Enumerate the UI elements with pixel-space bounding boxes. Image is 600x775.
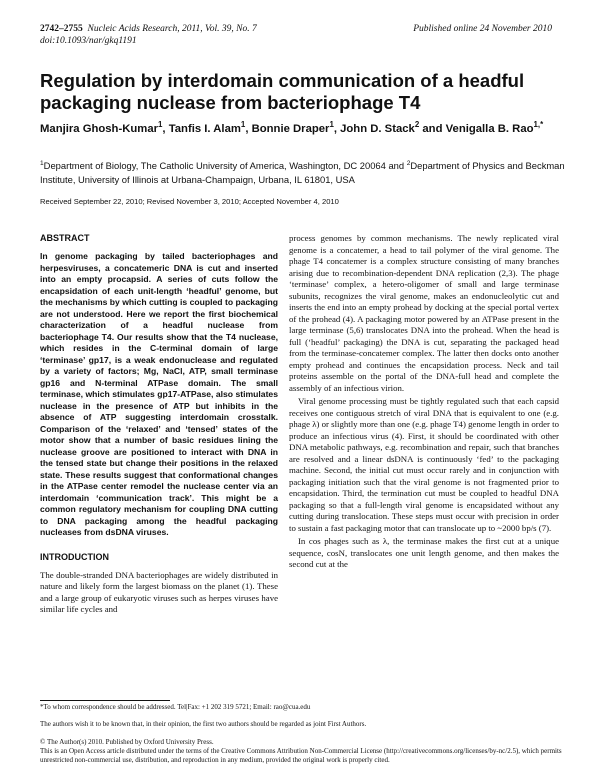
abstract-text: In genome packaging by tailed bacteriophages and herpesviruses, a concatemeric DNA is cut and inserted into an empty procapsid. A series of cuts follow the encapsidation of each unit-length ‘headful’ genome, but the mechanisms by which cutting is coupled to packaging are not understood. Here we report the first biochemical characterization of a headful nuclease from bacteriophage T4. Our results show that the T4 nuclease, which resides in the C-terminal domain of large ‘terminase’ gp17, is a weak endonuclease and regulated by a variety of factors; Mg, NaCl, ATP, small terminase gp16 and N-terminal ATPase domain. The small terminase, which stimulates gp17-ATPase, also stimulates nuclease in the presence of ATP but inhibits in the absence of ATP suggesting interdomain crosstalk. Comparison of the ‘relaxed’ and ‘tensed’ states of the motor show that a number of basic residues lining the nuclease groove are positioned to interact with DNA in the tensed state but change their positions in the relaxed state. These results suggest that conformational changes in the ATPase center remodel the nuclease center via an interdomain ‘communication track’. This might be a common regulatory mechanism for coupling DNA cutting to DNA packaging among the headful packaging nucleases from dsDNA viruses. (40, 251, 278, 537)
intro-paragraph-1-continued: process genomes by common mechanisms. The newly replicated viral genome is a concatemer, a head to tail polymer of the viral genome. The phage T4 concatemer is a complex structure consisting of many branches arising due to recombination-dependent DNA replication (2,3). The phage ‘terminase’ complex, a hetero-oligomer of small and large terminase subunits, recognizes the viral genome, makes an endonucleolytic cut and inserts the end into an empty prohead by docking at the special portal vertex of the prohead (4). A packaging motor powered by an ATPase present in the large terminase (5,6) translocates DNA into the prohead. When the head is full (‘headful’ packaging) the DNA is cut, separating the packaged head from the terminase-concatemer complex. The latter then docks onto another empty prohead and continues the encapsidation process. Neck and tail proteins assemble on the portal of the DNA-full head and complete the assembly of an infectious virion. (289, 233, 559, 393)
introduction-heading: INTRODUCTION (40, 551, 109, 562)
license-note: This is an Open Access article distributed under the terms of the Creative Commons Attribution Non-Commercial License (http://creativecommons.org/licenses/by-nc/2.5), which permits unrestricted non-commercial use, distribution, and reproduction in any medium, provided the original work is properly cited. (40, 746, 562, 765)
footnote-divider (40, 700, 170, 701)
author-affiliation-mark: 1 (240, 120, 246, 130)
author-name: Venigalla B. Rao (445, 123, 534, 135)
footnotes (40, 703, 580, 765)
article-title: Regulation by interdomain communication of a headful packaging nuclease from bacteriophage T4 (40, 70, 525, 113)
doi[interactable]: doi:10.1093/nar/gkq1191 (40, 35, 137, 46)
intro-paragraph-2: Viral genome processing must be tightly regulated such that each capsid receives one contiguous stretch of viral DNA that is equivalent to one (e.g. phage λ) or slightly more than one (e.g. phage T4) genome length in order to produce an infectious virus (4). First, it should be coordinated with other DNA metabolic pathways, e.g. recombination and repair, such that branches are resolved and a linear dsDNA is continuously ‘fed’ to the packaging machine. Second, the initial cut must occur rarely and in conjunction with packaging initiation such that the viral genome is not fragmented prior to encapsidation. Third, the termination cut must be coupled to headful DNA packaging so that a full-length viral genome is encapsidated without any cutting during translocation. These steps must occur with precision in order to sustain a fast packaging motor that can translocate up to ~2000 bp/s (7). (289, 396, 559, 533)
journal-citation: Nucleic Acids Research, 2011, Vol. 39, No. 7 (87, 24, 257, 34)
author-list: Manjira Ghosh-Kumar$^1$, Tanfis I. Alam$^1$, Bonnie Draper$^1$, John D. Stack$^2$ and Venigalla B. Rao$^{1,*}$ (40, 120, 544, 135)
correspondence-note: *To whom correspondence should be addressed. Tel|Fax: +1 202 319 5721; Email: rao@cua.edu (40, 703, 311, 711)
left-column (40, 233, 278, 616)
intro-paragraph-1-start: The double-stranded DNA bacteriophages are widely distributed in nature and likely form the largest biomass on the planet (1). These and a large group of eukaryotic viruses such as herpes viruses have similar life cycles and (40, 569, 278, 614)
page-range: 2742–2755 (40, 24, 83, 34)
copyright-note: © The Author(s) 2010. Published by Oxford University Press. (40, 737, 214, 746)
affiliation-mark: 1 (40, 159, 44, 167)
author-affiliation-mark: 1 (158, 120, 163, 130)
equal-contribution-note: The authors wish it to be known that, in their opinion, the first two authors should be regarded as joint First Authors. (40, 720, 367, 729)
author-affiliation-mark: 1,* (533, 120, 544, 130)
history-dates: Received September 22, 2010; Revised November 3, 2010; Accepted November 4, 2010 (40, 197, 339, 206)
publication-date: Published online 24 November 2010 (413, 24, 552, 34)
author-name: John D. Stack (340, 123, 415, 135)
author-name: Bonnie Draper (251, 123, 330, 135)
author-name: Manjira Ghosh-Kumar (40, 123, 159, 135)
affiliation-2: Department of Physics and Beckman Institute, University of Illinois at Urbana-Champaign, Urbana, IL 61801, USA (40, 160, 565, 185)
affiliation-1: Department of Biology, The Catholic University of America, Washington, DC 20064 and (43, 160, 407, 171)
author-name: Tanfis I. Alam (168, 123, 241, 135)
intro-paragraph-3: In cos phages such as λ, the terminase makes the first cut at a unique sequence, cosN, translocates one unit length genome, and then makes the second cut at the (289, 536, 559, 569)
author-affiliation-mark: 2 (414, 120, 420, 130)
right-column (289, 233, 559, 571)
affiliation-mark: 2 (406, 159, 411, 167)
author-affiliation-mark: 1 (329, 120, 334, 130)
affiliations (40, 159, 570, 187)
running-header-left (40, 24, 340, 47)
abstract-heading: ABSTRACT (40, 233, 90, 243)
